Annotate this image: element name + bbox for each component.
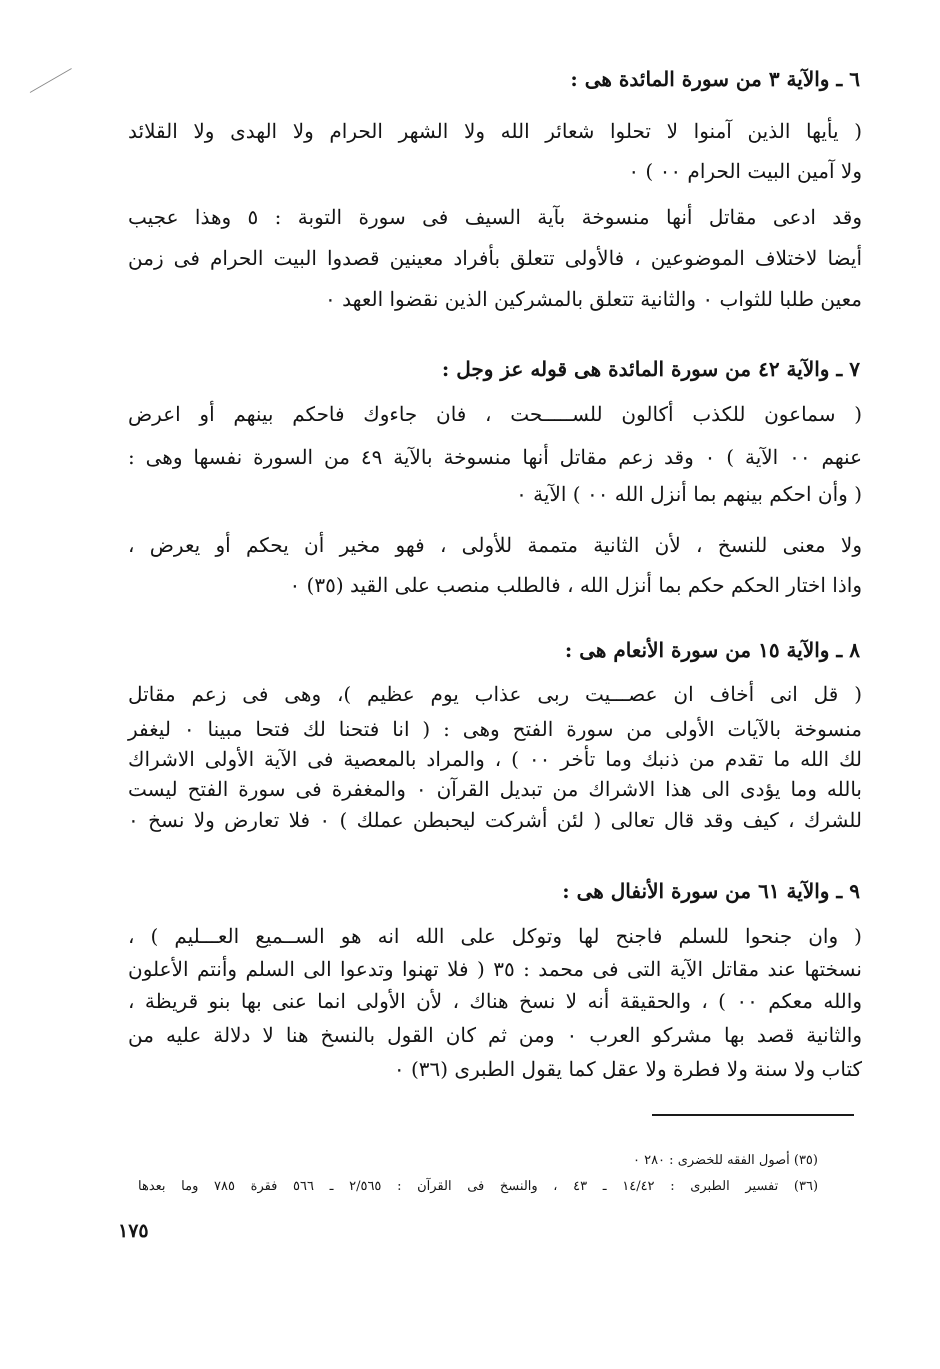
section-heading-item-6: ٦ ـ والآية ٣ من سورة المائدة هى : <box>570 67 860 91</box>
paragraph-line: لك الله ما تقدم من ذنبك وما تأخر ٠٠ ) ، والمراد بالمعصية فى الآية الأولى الاشراك <box>128 747 863 771</box>
footnote-36: (٣٦) تفسير الطبرى : ١٤/٤٢ ـ ٤٣ ، والنسخ فى القرآن : ٢/٥٦٥ ـ ٥٦٦ فقرة ٧٨٥ وما بعدها <box>138 1179 819 1194</box>
paragraph-line: واذا اختار الحكم حكم بما أنزل الله ، فالطلب منصب على القيد (٣٥) ٠ <box>289 573 862 597</box>
quran-verse-line: ولا آمين البيت الحرام ٠٠ ) ٠ <box>628 159 862 183</box>
stray-pen-mark <box>30 68 72 93</box>
paragraph-line: وقد ادعى مقاتل أنها منسوخة بآية السيف فى سورة التوبة : ٥ وهذا عجيب <box>128 205 862 229</box>
section-heading-item-7: ٧ ـ والآية ٤٢ من سورة المائدة هى قوله عز وجل : <box>441 357 860 381</box>
quran-verse-line: ( وان جنحوا للسلم فاجنح لها وتوكل على الله انه هو الســميع العـــليم ) ، <box>128 924 862 948</box>
paragraph-line: نسختها عند مقاتل الآية التى فى محمد : ٣٥ ( فلا تهنوا وتدعوا الى السلم وأنتم الأعلون <box>128 957 862 981</box>
paragraph-line: منسوخة بالآيات الأولى من سورة الفتح وهى : ( انا فتحنا لك فتحا مبينا ٠ ليغفر <box>128 717 862 741</box>
paragraph-line: بالله وما يؤدى الى هذا الاشراك من تبديل القرآن ٠ والمغفرة فى سورة الفتح ليست <box>128 777 862 801</box>
quran-verse-line: ( يأيها الذين آمنوا لا تحلوا شعائر الله ولا الشهر الحرام ولا الهدى ولا القلائد <box>128 119 862 143</box>
footnote-35: (٣٥) أصول الفقه للخضرى : ٢٨٠ ٠ <box>632 1153 818 1168</box>
paragraph-line: ولا معنى للنسخ ، لأن الثانية متممة للأولى ، فهو مخير أن يحكم أو يعرض ، <box>128 533 862 557</box>
paragraph-line: والثانية قصد بها مشركو العرب ٠ ومن ثم كان القول بالنسخ هنا لا دلالة عليه من <box>128 1023 863 1047</box>
paragraph-line: معين طلبا للثواب ٠ والثانية تتعلق بالمشركين الذين نقضوا العهد ٠ <box>325 287 862 311</box>
quran-verse-line: ( سماعون للكذب أكالون للســـــحت ، فان جاءوك فاحكم بينهم أو اعرض <box>128 402 862 426</box>
quran-verse-line: ( وأن احكم بينهم بما أنزل الله ٠٠ ) الآية ٠ <box>516 482 862 506</box>
paragraph-line: أيضا لاختلاف الموضوعين ، فالأولى تتعلق بأفراد معينين قصدوا البيت الحرام فى زمن <box>128 246 862 270</box>
section-heading-item-8: ٨ ـ والآية ١٥ من سورة الأنعام هى : <box>564 638 860 662</box>
paragraph-line: والله معكم ٠٠ ) ، والحقيقة أنه لا نسخ هناك ، لأن الأولى انما عنى بها بنو قريظة ، <box>128 989 862 1013</box>
paragraph-line: للشرك ، كيف وقد قال تعالى ( لئن أشركت ليحبطن عملك ) ٠ فلا تعارض ولا نسخ ٠ <box>128 808 863 832</box>
quran-verse-line: ( قل انى أخاف ان عصـــيت ربى عذاب يوم عظيم )، وهى فى زعم مقاتل <box>128 682 862 706</box>
paragraph-line: كتاب ولا سنة ولا فطرة ولا عقل كما يقول الطبرى (٣٦) ٠ <box>393 1057 862 1081</box>
page-number: ١٧٥ <box>118 1220 149 1242</box>
footnote-separator <box>652 1114 854 1116</box>
section-heading-item-9: ٩ ـ والآية ٦١ من سورة الأنفال هى : <box>562 879 860 903</box>
paragraph-line: عنهم ٠٠ الآية ) ٠ وقد زعم مقاتل أنها منسوخة بالآية ٤٩ من السورة نفسها وهى : <box>128 445 863 469</box>
